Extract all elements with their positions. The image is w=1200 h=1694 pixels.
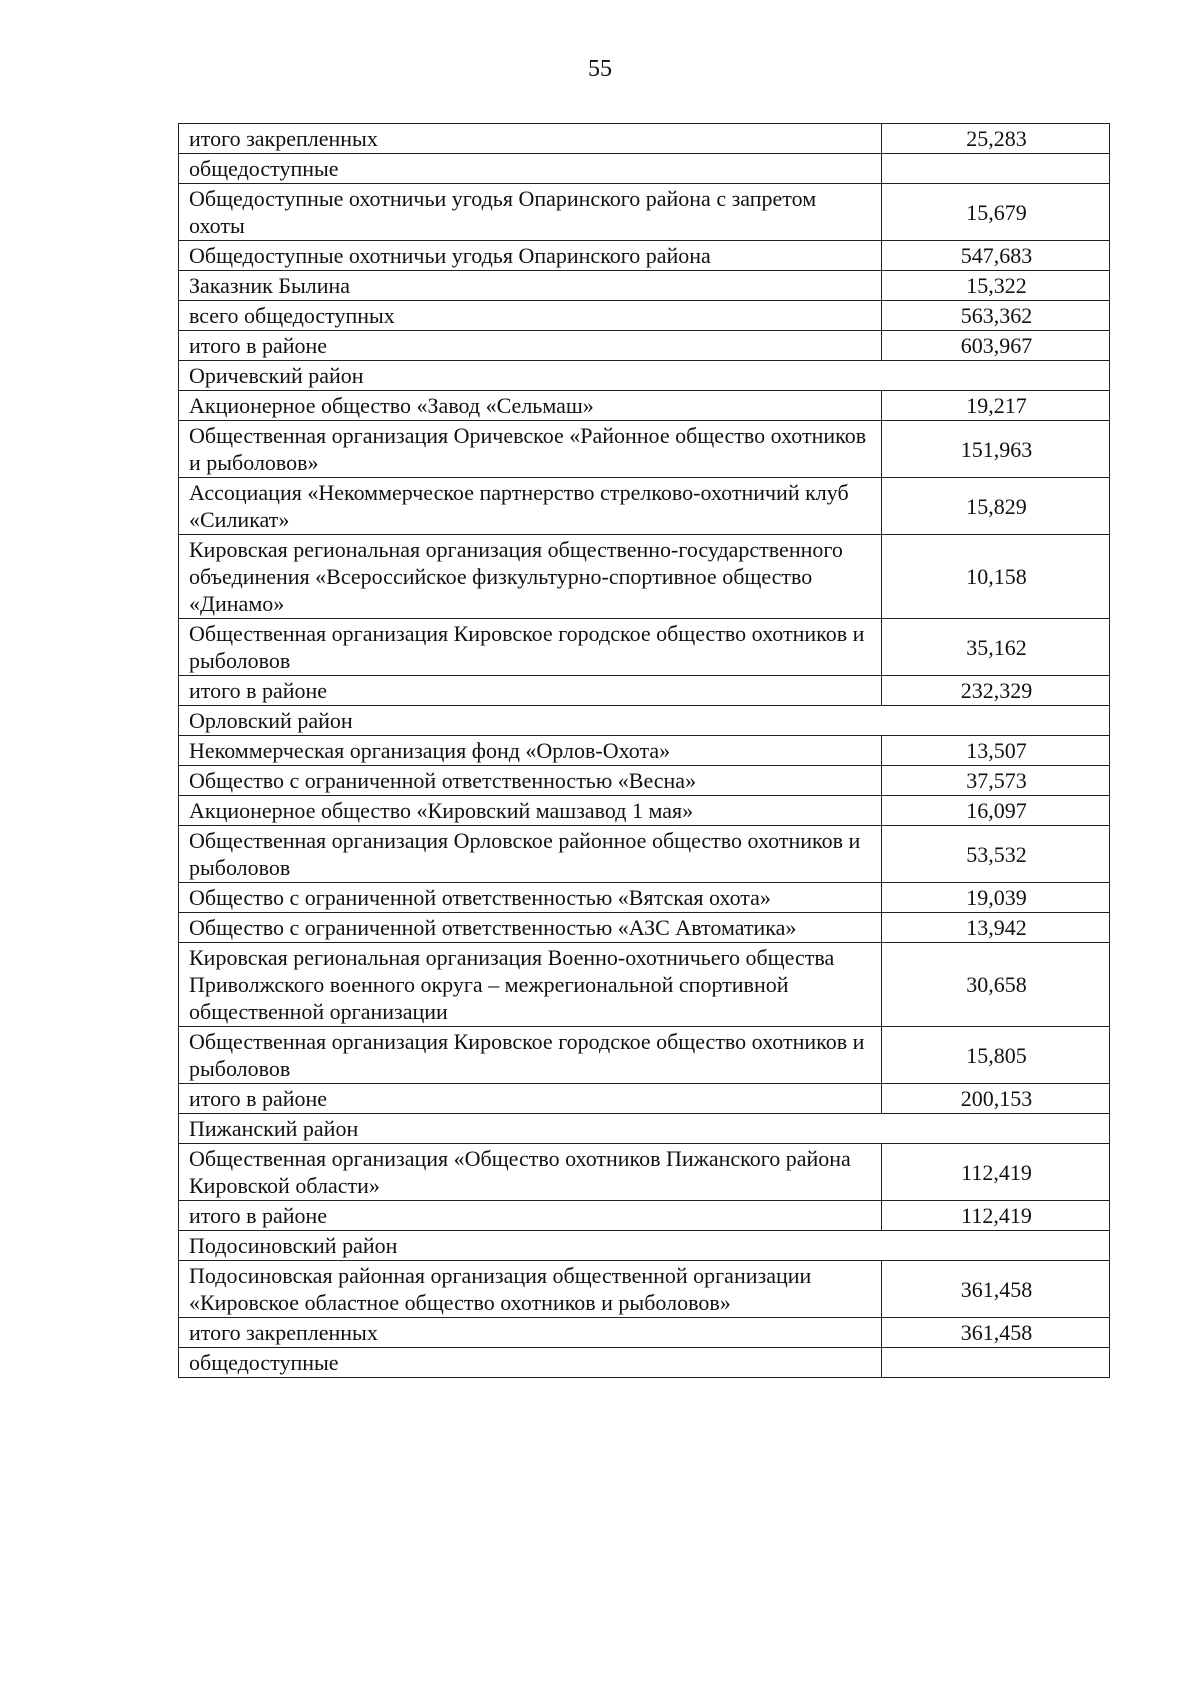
table-row (179, 124, 1110, 154)
row-value: 361,458 (882, 1318, 1110, 1348)
table-row (179, 676, 1110, 706)
section-header-row (179, 1231, 1110, 1261)
row-label: Общественная организация Кировское городское общество охотников и рыболовов (179, 619, 882, 676)
table-row (179, 736, 1110, 766)
row-label: Кировская региональная организация общественно-государственного объединения «Всероссийское физкультурно-спортивное общество «Динамо» (179, 535, 882, 619)
row-value: 15,805 (882, 1027, 1110, 1084)
row-value: 112,419 (882, 1144, 1110, 1201)
row-label: Заказник Былина (179, 271, 882, 301)
table-row (179, 883, 1110, 913)
table-row (179, 1261, 1110, 1318)
section-header-row (179, 706, 1110, 736)
row-value: 25,283 (882, 124, 1110, 154)
row-label: всего общедоступных (179, 301, 882, 331)
table-row (179, 943, 1110, 1027)
row-label: Общество с ограниченной ответственностью «Вятская охота» (179, 883, 882, 913)
table-row (179, 271, 1110, 301)
row-value: 19,039 (882, 883, 1110, 913)
table-row (179, 1348, 1110, 1378)
row-value: 361,458 (882, 1261, 1110, 1318)
section-header-row (179, 1114, 1110, 1144)
row-value: 53,532 (882, 826, 1110, 883)
row-value: 10,158 (882, 535, 1110, 619)
row-value: 37,573 (882, 766, 1110, 796)
table-row (179, 331, 1110, 361)
row-value: 15,322 (882, 271, 1110, 301)
table-row (179, 535, 1110, 619)
table-row (179, 1144, 1110, 1201)
table-row (179, 826, 1110, 883)
row-value: 200,153 (882, 1084, 1110, 1114)
table-row (179, 796, 1110, 826)
row-label: итого в районе (179, 1201, 882, 1231)
row-label: Общедоступные охотничьи угодья Опаринского района (179, 241, 882, 271)
section-header-row (179, 361, 1110, 391)
row-label: Общественная организация Оричевское «Районное общество охотников и рыболовов» (179, 421, 882, 478)
table-row (179, 421, 1110, 478)
row-value: 30,658 (882, 943, 1110, 1027)
table-row (179, 241, 1110, 271)
row-label: Общественная организация Орловское районное общество охотников и рыболовов (179, 826, 882, 883)
row-label: Подосиновская районная организация общественной организации «Кировское областное общество охотников и рыболовов» (179, 1261, 882, 1318)
row-label: Акционерное общество «Завод «Сельмаш» (179, 391, 882, 421)
row-label: итого закрепленных (179, 124, 882, 154)
row-value: 547,683 (882, 241, 1110, 271)
row-value (882, 1348, 1110, 1378)
row-value: 112,419 (882, 1201, 1110, 1231)
table-row (179, 478, 1110, 535)
row-value: 151,963 (882, 421, 1110, 478)
row-value: 19,217 (882, 391, 1110, 421)
table-row (179, 766, 1110, 796)
section-header-label: Подосиновский район (179, 1231, 1110, 1261)
row-label: Общество с ограниченной ответственностью «Весна» (179, 766, 882, 796)
row-label: общедоступные (179, 1348, 882, 1378)
row-value: 603,967 (882, 331, 1110, 361)
table-row (179, 1318, 1110, 1348)
table-row (179, 1027, 1110, 1084)
table-row (179, 1201, 1110, 1231)
table-row (179, 154, 1110, 184)
row-label: итого в районе (179, 676, 882, 706)
section-header-label: Орловский район (179, 706, 1110, 736)
section-header-label: Пижанский район (179, 1114, 1110, 1144)
row-label: общедоступные (179, 154, 882, 184)
section-header-label: Оричевский район (179, 361, 1110, 391)
row-value: 35,162 (882, 619, 1110, 676)
row-value: 13,507 (882, 736, 1110, 766)
row-label: Ассоциация «Некоммерческое партнерство стрелково-охотничий клуб «Силикат» (179, 478, 882, 535)
row-label: Общедоступные охотничьи угодья Опаринского района с запретом охоты (179, 184, 882, 241)
row-value: 232,329 (882, 676, 1110, 706)
row-label: Общественная организация Кировское городское общество охотников и рыболовов (179, 1027, 882, 1084)
table-row (179, 391, 1110, 421)
row-value: 13,942 (882, 913, 1110, 943)
row-label: итого закрепленных (179, 1318, 882, 1348)
row-value: 15,679 (882, 184, 1110, 241)
row-value: 15,829 (882, 478, 1110, 535)
table-row (179, 913, 1110, 943)
row-value: 16,097 (882, 796, 1110, 826)
table-row (179, 301, 1110, 331)
hunting-grounds-table (178, 123, 1110, 1378)
row-label: Акционерное общество «Кировский машзавод 1 мая» (179, 796, 882, 826)
row-label: итого в районе (179, 1084, 882, 1114)
row-label: Кировская региональная организация Военно-охотничьего общества Приволжского военного округа – межрегиональной спортивной общественной организации (179, 943, 882, 1027)
table-body (179, 124, 1110, 1378)
table-row (179, 619, 1110, 676)
row-label: Общественная организация «Общество охотников Пижанского района Кировской области» (179, 1144, 882, 1201)
row-label: итого в районе (179, 331, 882, 361)
page-number: 55 (588, 56, 612, 82)
row-value (882, 154, 1110, 184)
row-label: Некоммерческая организация фонд «Орлов-Охота» (179, 736, 882, 766)
row-label: Общество с ограниченной ответственностью «АЗС Автоматика» (179, 913, 882, 943)
table-row (179, 184, 1110, 241)
row-value: 563,362 (882, 301, 1110, 331)
table-row (179, 1084, 1110, 1114)
